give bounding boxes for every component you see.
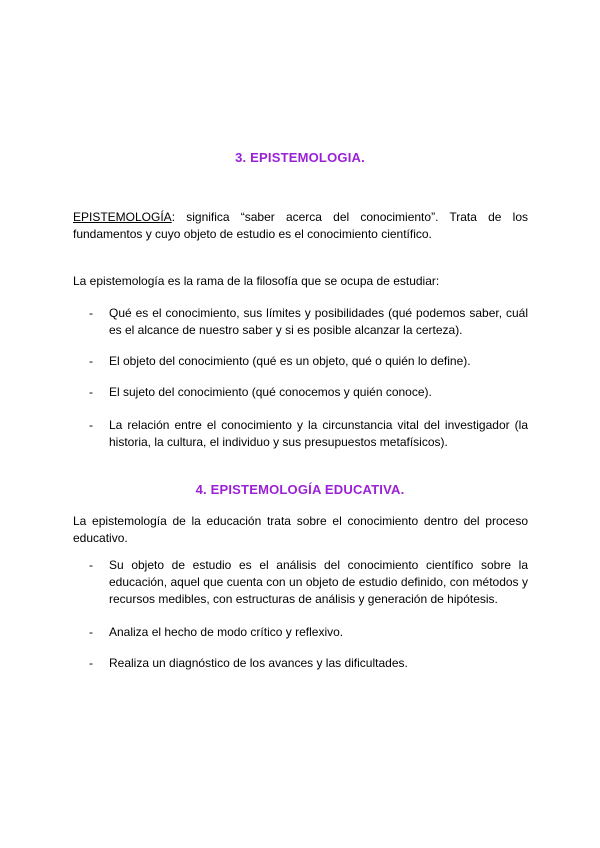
section-3-intro: La epistemología es la rama de la filosofía que se ocupa de estudiar: — [73, 274, 440, 288]
section-4-intro: La epistemología de la educación trata sobre el conocimiento dentro del proceso educativo. — [73, 514, 528, 545]
list-item — [73, 557, 528, 608]
section-4-heading: 4. EPISTEMOLOGÍA EDUCATIVA. — [195, 482, 405, 497]
definition-paragraph — [73, 209, 528, 243]
section-3-heading: 3. EPISTEMOLOGIA. — [235, 150, 365, 165]
definition-text: : significa “saber acerca del conocimiento”. Trata de los fundamentos y cuyo objeto de estudio es el conocimiento científico. — [73, 210, 528, 241]
list-item — [73, 417, 528, 451]
list-item-text: La relación entre el conocimiento y la circunstancia vital del investigador (la historia, la cultura, el individuo y sus presupuestos metafísicos). — [109, 418, 528, 449]
list-item-text: Realiza un diagnóstico de los avances y las dificultades. — [109, 656, 408, 670]
bullet-dash: - — [89, 558, 93, 572]
list-item-text: El sujeto del conocimiento (qué conocemos y quién conoce). — [109, 385, 432, 399]
list-item-text: Analiza el hecho de modo crítico y reflexivo. — [109, 625, 344, 639]
list-item-text: Su objeto de estudio es el análisis del conocimiento científico sobre la educación, aquel que cuenta con un objeto de estudio definido, con métodos y recursos medibles, con estructuras de análisis y generación de hipótesis. — [109, 558, 528, 606]
bullet-dash: - — [89, 625, 93, 639]
list-item-text: Qué es el conocimiento, sus límites y posibilidades (qué podemos saber, cuál es el alcance de nuestro saber y si es posible alcanzar la certeza). — [109, 306, 528, 337]
bullet-dash: - — [89, 354, 93, 368]
list-item — [73, 353, 528, 370]
list-item — [73, 624, 528, 641]
list-item — [73, 305, 528, 339]
list-item-text: El objeto del conocimiento (qué es un objeto, qué o quién lo define). — [109, 354, 471, 368]
bullet-dash: - — [89, 418, 93, 432]
bullet-dash: - — [89, 656, 93, 670]
list-item — [73, 655, 528, 672]
definition-term: EPISTEMOLOGÍA — [73, 210, 172, 224]
bullet-dash: - — [89, 385, 93, 399]
bullet-dash: - — [89, 306, 93, 320]
list-item — [73, 384, 528, 401]
